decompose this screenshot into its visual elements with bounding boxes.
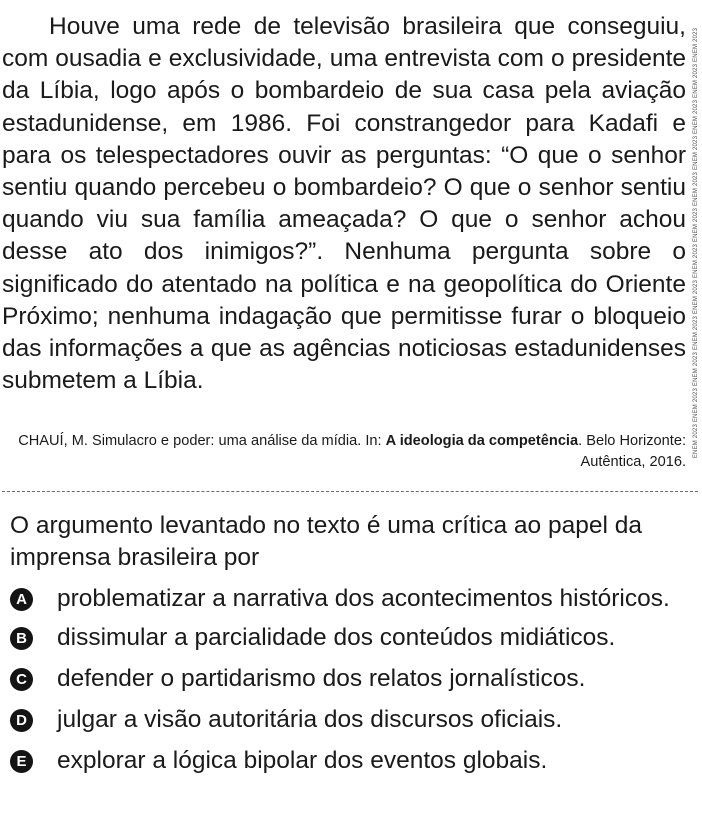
option-a-text[interactable]: problematizar a narrativa dos acontecimentos históricos. <box>57 585 670 612</box>
side-watermark-strip <box>691 2 700 484</box>
option-b-badge[interactable]: B <box>10 627 33 650</box>
option-e[interactable] <box>10 745 694 777</box>
citation-prefix: CHAUÍ, M. Simulacro e poder: uma análise da mídia. In: <box>18 433 386 449</box>
option-b[interactable] <box>10 622 694 654</box>
passage-text: Houve uma rede de televisão brasileira que conseguiu, com ousadia e exclusividade, uma entrevista com o presidente da Líbia, logo após o bombardeio de sua casa pela aviação estadunidense, em 1986. Foi constrangedor para Kadafi e para os telespectadores ouvir as perguntas: “O que o senhor sentiu quando percebeu o bombardeio? O que o senhor sentiu quando viu sua família ameaçada? O que o senhor achou desse ato dos inimigos?”. Nenhuma pergunta sobre o significado do atentado na política e na geopolítica do Oriente Próximo; nenhuma indagação que permitisse furar o bloqueio das informações a que as agências noticiosas estadunidenses submetem a Líbia. <box>2 13 686 395</box>
option-c[interactable] <box>10 663 694 695</box>
citation-suffix: . Belo Horizonte: Autêntica, 2016. <box>578 433 686 470</box>
option-e-text[interactable]: explorar a lógica bipolar dos eventos globais. <box>57 747 548 774</box>
question-stem: O argumento levantado no texto é uma crítica ao papel da imprensa brasileira por <box>10 512 642 571</box>
answer-options <box>10 583 694 786</box>
citation-book-title: A ideologia da competência <box>385 433 579 449</box>
option-e-badge[interactable]: E <box>10 750 33 773</box>
option-d-badge[interactable]: D <box>10 709 33 732</box>
option-c-badge[interactable]: C <box>10 668 33 691</box>
option-d[interactable] <box>10 704 694 736</box>
option-c-text[interactable]: defender o partidarismo dos relatos jornalísticos. <box>57 665 586 692</box>
option-a-badge[interactable]: A <box>10 588 33 611</box>
side-watermark-text: ENEM 2023 ENEM 2023 ENEM 2023 ENEM 2023 ENEM 2023 ENEM 2023 ENEM 2023 ENEM 2023 ENEM 2023 ENEM 2023 ENEM 2023 ENEM 2023 <box>692 27 699 459</box>
section-divider <box>2 491 698 492</box>
option-b-text[interactable]: dissimular a parcialidade dos conteúdos midiáticos. <box>57 624 616 651</box>
option-a[interactable] <box>10 583 694 615</box>
option-d-text[interactable]: julgar a visão autoritária dos discursos oficiais. <box>57 706 563 733</box>
source-citation <box>6 431 686 473</box>
